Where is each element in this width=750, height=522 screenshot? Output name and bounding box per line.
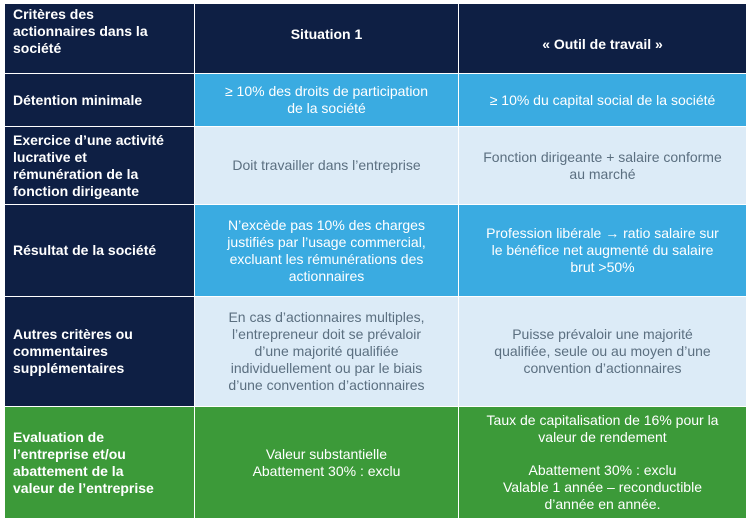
row-label-detention: Détention minimale	[5, 74, 195, 127]
row-label-evaluation: Evaluation de l’entreprise et/ou abattement de la valeur de l’entreprise	[5, 407, 195, 518]
header-outil-de-travail: « Outil de travail »	[459, 4, 746, 74]
cell-evaluation-outil	[459, 407, 746, 518]
cell-evaluation-situation-1: Valeur substantielle Abattement 30% : exclu	[195, 407, 459, 518]
cell-detention-situation-1: ≥ 10% des droits de participation de la société	[195, 74, 459, 127]
cell-activite-outil: Fonction dirigeante + salaire conforme au marché	[459, 127, 746, 205]
cell-autres-outil: Puisse prévaloir une majorité qualifiée, seule ou au moyen d’une convention d’actionnaires	[459, 297, 746, 407]
cell-autres-situation-1: En cas d’actionnaires multiples, l’entrepreneur doit se prévaloir d’une majorité qualifiée individuellement ou par le biais d’une convention d’actionnaires	[195, 297, 459, 407]
cell-detention-outil: ≥ 10% du capital social de la société	[459, 74, 746, 127]
header-situation-1: Situation 1	[195, 4, 459, 74]
evaluation-outil-capitalisation: Taux de capitalisation de 16% pour la valeur de rendement	[486, 412, 719, 445]
row-label-resultat: Résultat de la société	[5, 205, 195, 297]
criteria-table	[5, 4, 746, 518]
cell-activite-situation-1: Doit travailler dans l’entreprise	[195, 127, 459, 205]
row-label-autres-criteres: Autres critères ou commentaires supplémentaires	[5, 297, 195, 407]
cell-resultat-outil: Profession libérale → ratio salaire sur le bénéfice net augmenté du salaire brut >50%	[459, 205, 746, 297]
header-criteria: Critères des actionnaires dans la société	[5, 4, 195, 74]
evaluation-outil-abattement: Abattement 30% : exclu Valable 1 année – reconductible d’année en année.	[502, 462, 702, 512]
cell-resultat-situation-1: N’excède pas 10% des charges justifiés par l’usage commercial, excluant les rémunérations des actionnaires	[195, 205, 459, 297]
row-label-activite: Exercice d’une activité lucrative et rémunération de la fonction dirigeante	[5, 127, 195, 205]
